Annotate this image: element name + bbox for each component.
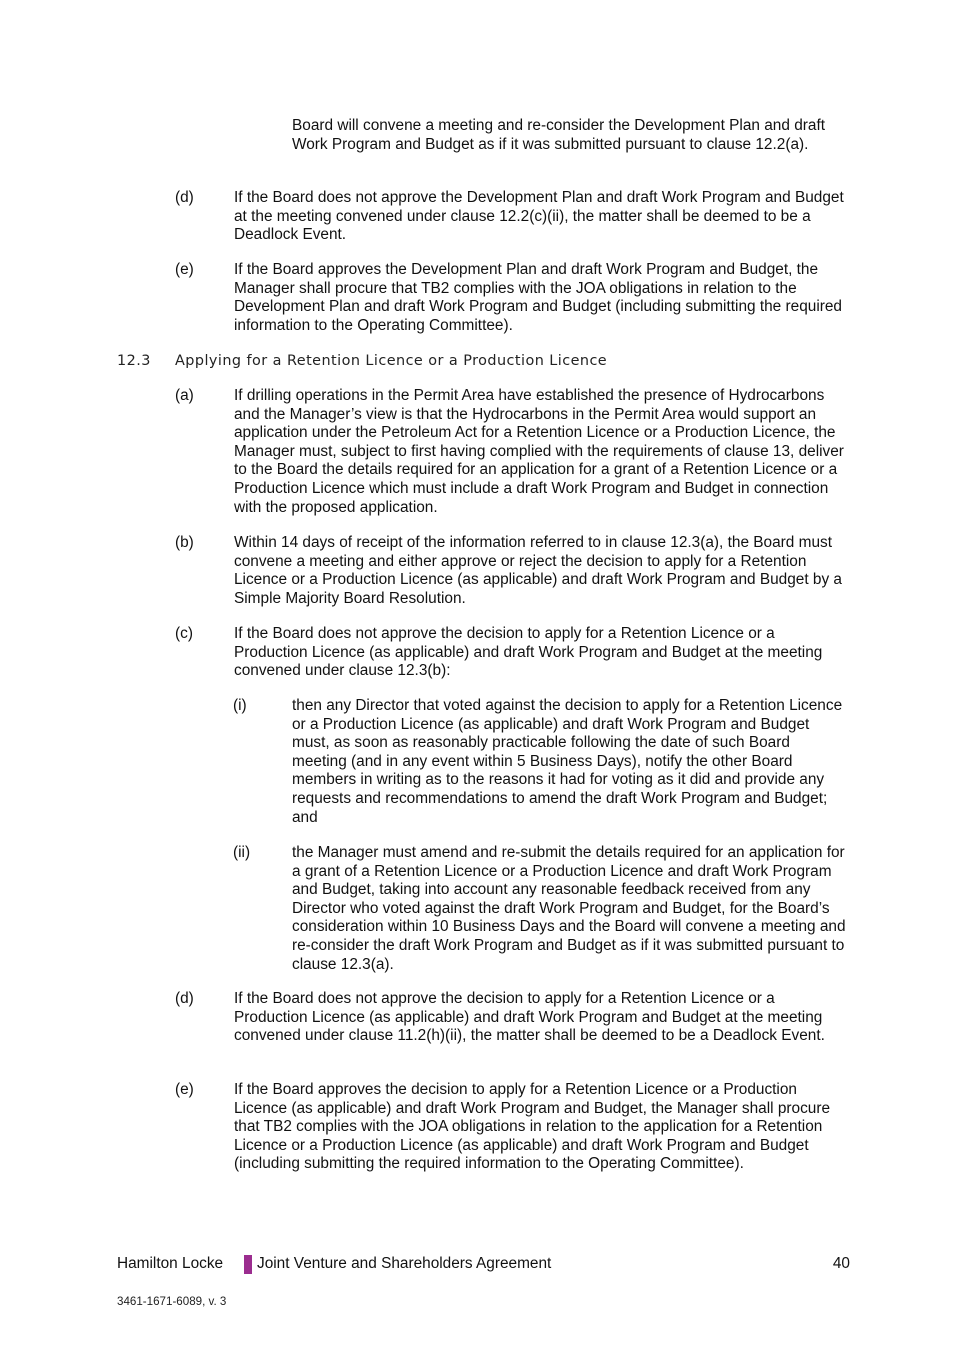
page-footer: [117, 1255, 850, 1275]
footer-accent-bar: [244, 1255, 252, 1274]
clause-12-3-b: [175, 534, 855, 612]
clause-label: (d): [175, 189, 194, 206]
clause-text: If the Board does not approve the decision to apply for a Retention Licence or a Production Licence (as applicable) and draft Work Program and Budget at the meeting convened under clause 12.3(b):: [234, 625, 823, 680]
clause-label: (d): [175, 990, 194, 1007]
clause-text: then any Director that voted against the decision to apply for a Retention Licence or a Production Licence (as applicable) and draft Work Program and Budget must, as soon as reasonably practicable following the date of such Board meeting (and in any event within 5 Business Days), notify the other Board members in writing as to the reasons it had for voting as it did and provide any requests and recommendations to amend the draft Work Program and Budget; and: [292, 697, 843, 826]
clause-12-3-a: [175, 387, 855, 522]
document-reference: 3461-1671-6089, v. 3: [117, 1295, 227, 1308]
clause-12-3-d: [175, 990, 855, 1068]
clause-12-2-c-ii-continuation: [292, 117, 848, 154]
clause-label: (a): [175, 387, 194, 404]
clause-text: Within 14 days of receipt of the information referred to in clause 12.3(a), the Board must convene a meeting and either approve or reject the decision to apply for a Retention Licence or a Production Licence (as applicable) and draft Work Program and Budget by a Simple Majority Board Resolution.: [234, 534, 842, 607]
clause-text: If the Board does not approve the Development Plan and draft Work Program and Budget at the meeting convened under clause 12.2(c)(ii), the matter shall be deemed to be a Deadlock Event.: [234, 189, 844, 244]
clause-label: (b): [175, 534, 194, 551]
clause-text: If the Board does not approve the decision to apply for a Retention Licence or a Production Licence (as applicable) and draft Work Program and Budget at the meeting convened under clause 11.2(h)(ii), the matter shall be deemed to be a Deadlock Event.: [234, 990, 825, 1045]
heading-title: Applying for a Retention Licence or a Production Licence: [175, 353, 608, 369]
clause-12-3-c: [175, 625, 855, 685]
continuation-text: Board will convene a meeting and re-consider the Development Plan and draft Work Program and Budget as if it was submitted pursuant to clause 12.2(a).: [292, 117, 825, 153]
footer-document-title: Joint Venture and Shareholders Agreement: [257, 1255, 552, 1272]
clause-label: (c): [175, 625, 193, 642]
heading-number: 12.3: [117, 353, 151, 369]
clause-text: the Manager must amend and re-submit the details required for an application for a grant of a Retention Licence or a Production Licence and draft Work Program and Budget, taking into account any reasonable feedback received from any Director who voted against the draft Work Program and Budget, for the Board’s consideration within 10 Business Days and the Board will convene a meeting and re-consider the draft Work Program and Budget as if it was submitted pursuant to clause 12.3(a).: [292, 844, 846, 973]
clause-12-3-e: [175, 1081, 855, 1196]
footer-firm-name: Hamilton Locke: [117, 1255, 224, 1272]
clause-12-3-c-ii: [233, 844, 855, 979]
clause-12-2-e: [175, 261, 855, 341]
footer-page-number: 40: [832, 1255, 850, 1272]
clause-12-3-c-i: [233, 697, 855, 832]
clause-text: If the Board approves the Development Plan and draft Work Program and Budget, the Manager shall procure that TB2 complies with the JOA obligations in relation to the Development Plan and draft Work Program and Budget (including submitting the required information to the Operating Committee).: [234, 261, 842, 334]
clause-label: (e): [175, 261, 194, 278]
clause-text: If the Board approves the decision to apply for a Retention Licence or a Production Licence (as applicable) and draft Work Program and Budget, the Manager shall procure that TB2 complies with the JOA obligations in relation to the application for a Retention Licence or a Production Licence (as applicable) and draft Work Program and Budget (including submitting the required information to the Operating Committee).: [234, 1081, 831, 1173]
clause-label: (e): [175, 1081, 194, 1098]
clause-12-2-d: [175, 189, 855, 249]
clause-label: (i): [233, 697, 247, 714]
clause-label: (ii): [233, 844, 251, 861]
clause-text: If drilling operations in the Permit Area have established the presence of Hydrocarbons and the Manager’s view is that the Hydrocarbons in the Permit Area would support an application under the Petroleum Act for a Retention Licence or a Production Licence, the Manager must, subject to first having complied with the requirements of clause 13, deliver to the Board the details required for an application for a grant of a Retention Licence or a Production Licence which must include a draft Work Program and Budget in connection with the proposed application.: [234, 387, 844, 516]
